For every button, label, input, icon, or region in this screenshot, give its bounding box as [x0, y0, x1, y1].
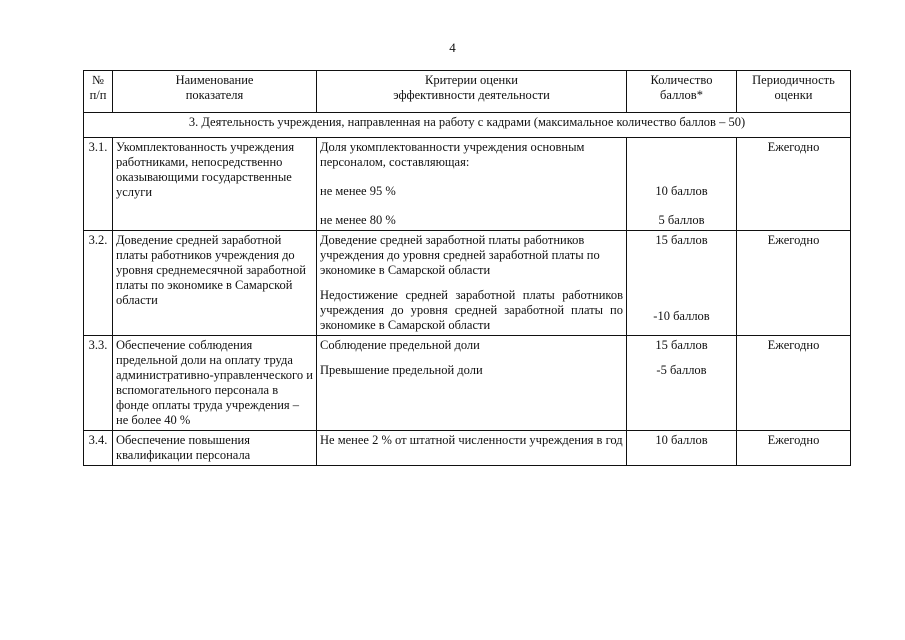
header-score [627, 71, 737, 113]
section-row [84, 113, 851, 138]
header-name-line-1: Наименование [175, 73, 254, 87]
score-cell [627, 231, 737, 336]
table-row [84, 336, 851, 431]
criteria-cell [317, 231, 627, 336]
header-name [113, 71, 317, 113]
row-number: 3.4. [84, 431, 113, 466]
table-row [84, 431, 851, 466]
indicator-name: Обеспечение повышения квалификации персонала [113, 431, 317, 466]
header-num-line-1: № [92, 73, 104, 87]
criteria-cell [317, 138, 627, 231]
header-criteria-line-2: эффективности деятельности [393, 88, 550, 102]
table-row [84, 138, 851, 231]
indicator-name: Укомплектованность учреждения работниками, непосредственно оказывающими государственные услуги [113, 138, 317, 231]
score-cell [627, 336, 737, 431]
criteria-option: не менее 80 % [320, 213, 396, 227]
row-number: 3.2. [84, 231, 113, 336]
period-cell: Ежегодно [737, 138, 851, 231]
score-cell [627, 431, 737, 466]
indicator-name: Обеспечение соблюдения предельной доли на оплату труда административно-управленческого и вспомогательного персонала в фонде оплаты труда учреждения – не более 40 % [113, 336, 317, 431]
header-row [84, 71, 851, 113]
row-number: 3.3. [84, 336, 113, 431]
score-value: -5 баллов [656, 363, 707, 377]
criteria-table [83, 70, 851, 466]
page-number: 4 [449, 40, 456, 55]
score-cell [627, 138, 737, 231]
criteria-cell [317, 431, 627, 466]
criteria-option: Доведение средней заработной платы работников учреждения до уровня средней заработной платы по экономике в Самарской области [320, 233, 600, 277]
header-num-line-2: п/п [89, 88, 107, 102]
period-cell: Ежегодно [737, 336, 851, 431]
score-value: 15 баллов [655, 233, 708, 247]
header-period-line-2: оценки [774, 88, 813, 102]
period-cell: Ежегодно [737, 431, 851, 466]
score-value: 15 баллов [655, 338, 708, 352]
score-value: 5 баллов [658, 213, 705, 227]
criteria-option: не менее 95 % [320, 184, 396, 198]
header-score-line-1: Количество [650, 73, 713, 87]
score-value: 10 баллов [655, 433, 708, 447]
header-name-line-2: показателя [185, 88, 244, 102]
indicator-name: Доведение средней заработной платы работников учреждения до уровня среднемесячной заработной платы по экономике в Самарской области [113, 231, 317, 336]
criteria-option: Не менее 2 % от штатной численности учреждения в год [320, 433, 623, 447]
section-title: 3. Деятельность учреждения, направленная на работу с кадрами (максимальное количество баллов – 50) [84, 113, 851, 138]
score-value: 10 баллов [655, 184, 708, 198]
criteria-option: Превышение предельной доли [320, 363, 483, 377]
header-criteria [317, 71, 627, 113]
header-num [84, 71, 113, 113]
header-period-line-1: Периодичность [752, 73, 835, 87]
criteria-cell [317, 336, 627, 431]
criteria-intro: Доля укомплектованности учреждения основным персоналом, составляющая: [320, 140, 585, 169]
row-number: 3.1. [84, 138, 113, 231]
period-cell: Ежегодно [737, 231, 851, 336]
header-score-line-2: баллов* [660, 88, 703, 102]
header-criteria-line-1: Критерии оценки [425, 73, 518, 87]
table-row [84, 231, 851, 336]
criteria-option: Недостижение средней заработной платы работников учреждения до уровня средней заработной платы по экономике в Самарской области [320, 288, 623, 332]
header-period [737, 71, 851, 113]
score-value: -10 баллов [653, 309, 710, 323]
criteria-option: Соблюдение предельной доли [320, 338, 480, 352]
